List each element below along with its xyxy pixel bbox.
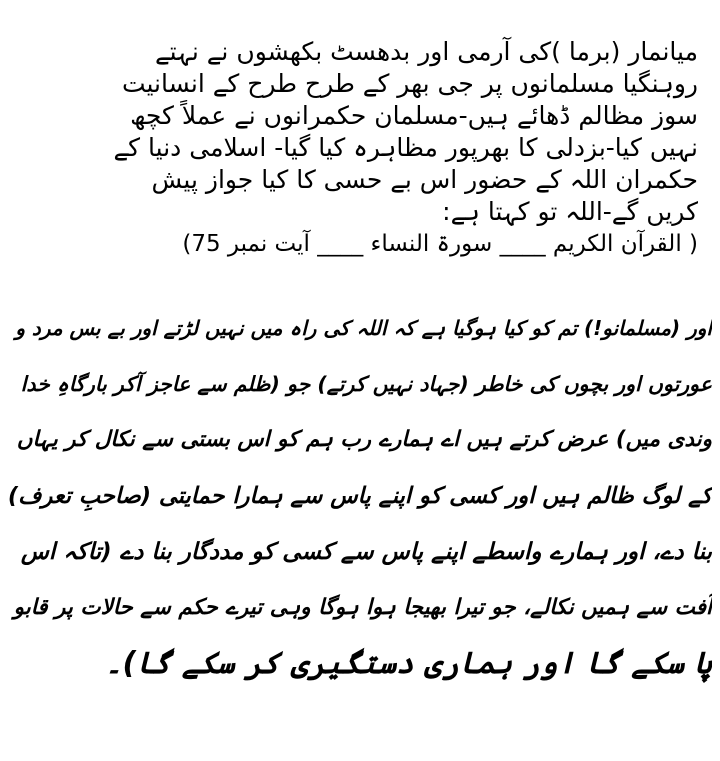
intro-line: نہیں کیا-بزدلی کا بھرپور مظاہرہ کیا گیا- اسلامی دنیا کے	[113, 133, 698, 162]
translation-line: وندی میں) عرض کرتے ہیں اے ہمارے رب ہم کو اس بستی سے نکال کر یہاں	[16, 427, 712, 452]
quran-translation	[8, 300, 712, 692]
translation-line: اور (مسلمانو!) تم کو کیا ہوگیا ہے کہ اللہ کی راہ میں نہیں لڑتے اور بے بس مرد و	[15, 316, 712, 340]
intro-line: روہنگیا مسلمانوں پر جی بھر کے طرح طرح کے انسانیت	[121, 69, 698, 98]
translation-line: آفت سے ہمیں نکالے، جو تیرا بھیجا ہوا ہوگا وہی تیرے حکم سے حالات پر قابو	[13, 595, 712, 620]
intro-line: کریں گے-اللہ تو کہتا ہے:	[442, 197, 698, 226]
intro-line: حکمران اللہ کے حضور اس بے حسی کا کیا جواز پیش	[151, 165, 698, 194]
intro-line: سوز مظالم ڈھائے ہیں-مسلمان حکمرانوں نے عملاً کچھ	[130, 101, 698, 130]
translation-line: کے لوگ ظالم ہیں اور کسی کو اپنے پاس سے ہمارا حمایتی (صاحبِ تعرف)	[8, 483, 712, 509]
translation-line: پا سکے گا اور ہماری دستگیری کر سکے گا)۔	[104, 646, 712, 681]
intro-paragraph	[70, 36, 698, 260]
quran-reference: ( القرآن الکریم ____ سورۃ النساء ____ آیت نمبر 75)	[182, 231, 698, 257]
translation-line: بنا دے، اور ہمارے واسطے اپنے پاس سے کسی کو مددگار بنا دے (تاکہ اس	[20, 539, 712, 565]
translation-line: عورتوں اور بچوں کی خاطر (جہاد نہیں کرتے) جو (ظلم سے عاجز آکر بارگاہِ خدا	[20, 372, 712, 396]
intro-line: میانمار (برما )کی آرمی اور بدھسٹ بکھشوں نے نہتے	[155, 37, 698, 66]
